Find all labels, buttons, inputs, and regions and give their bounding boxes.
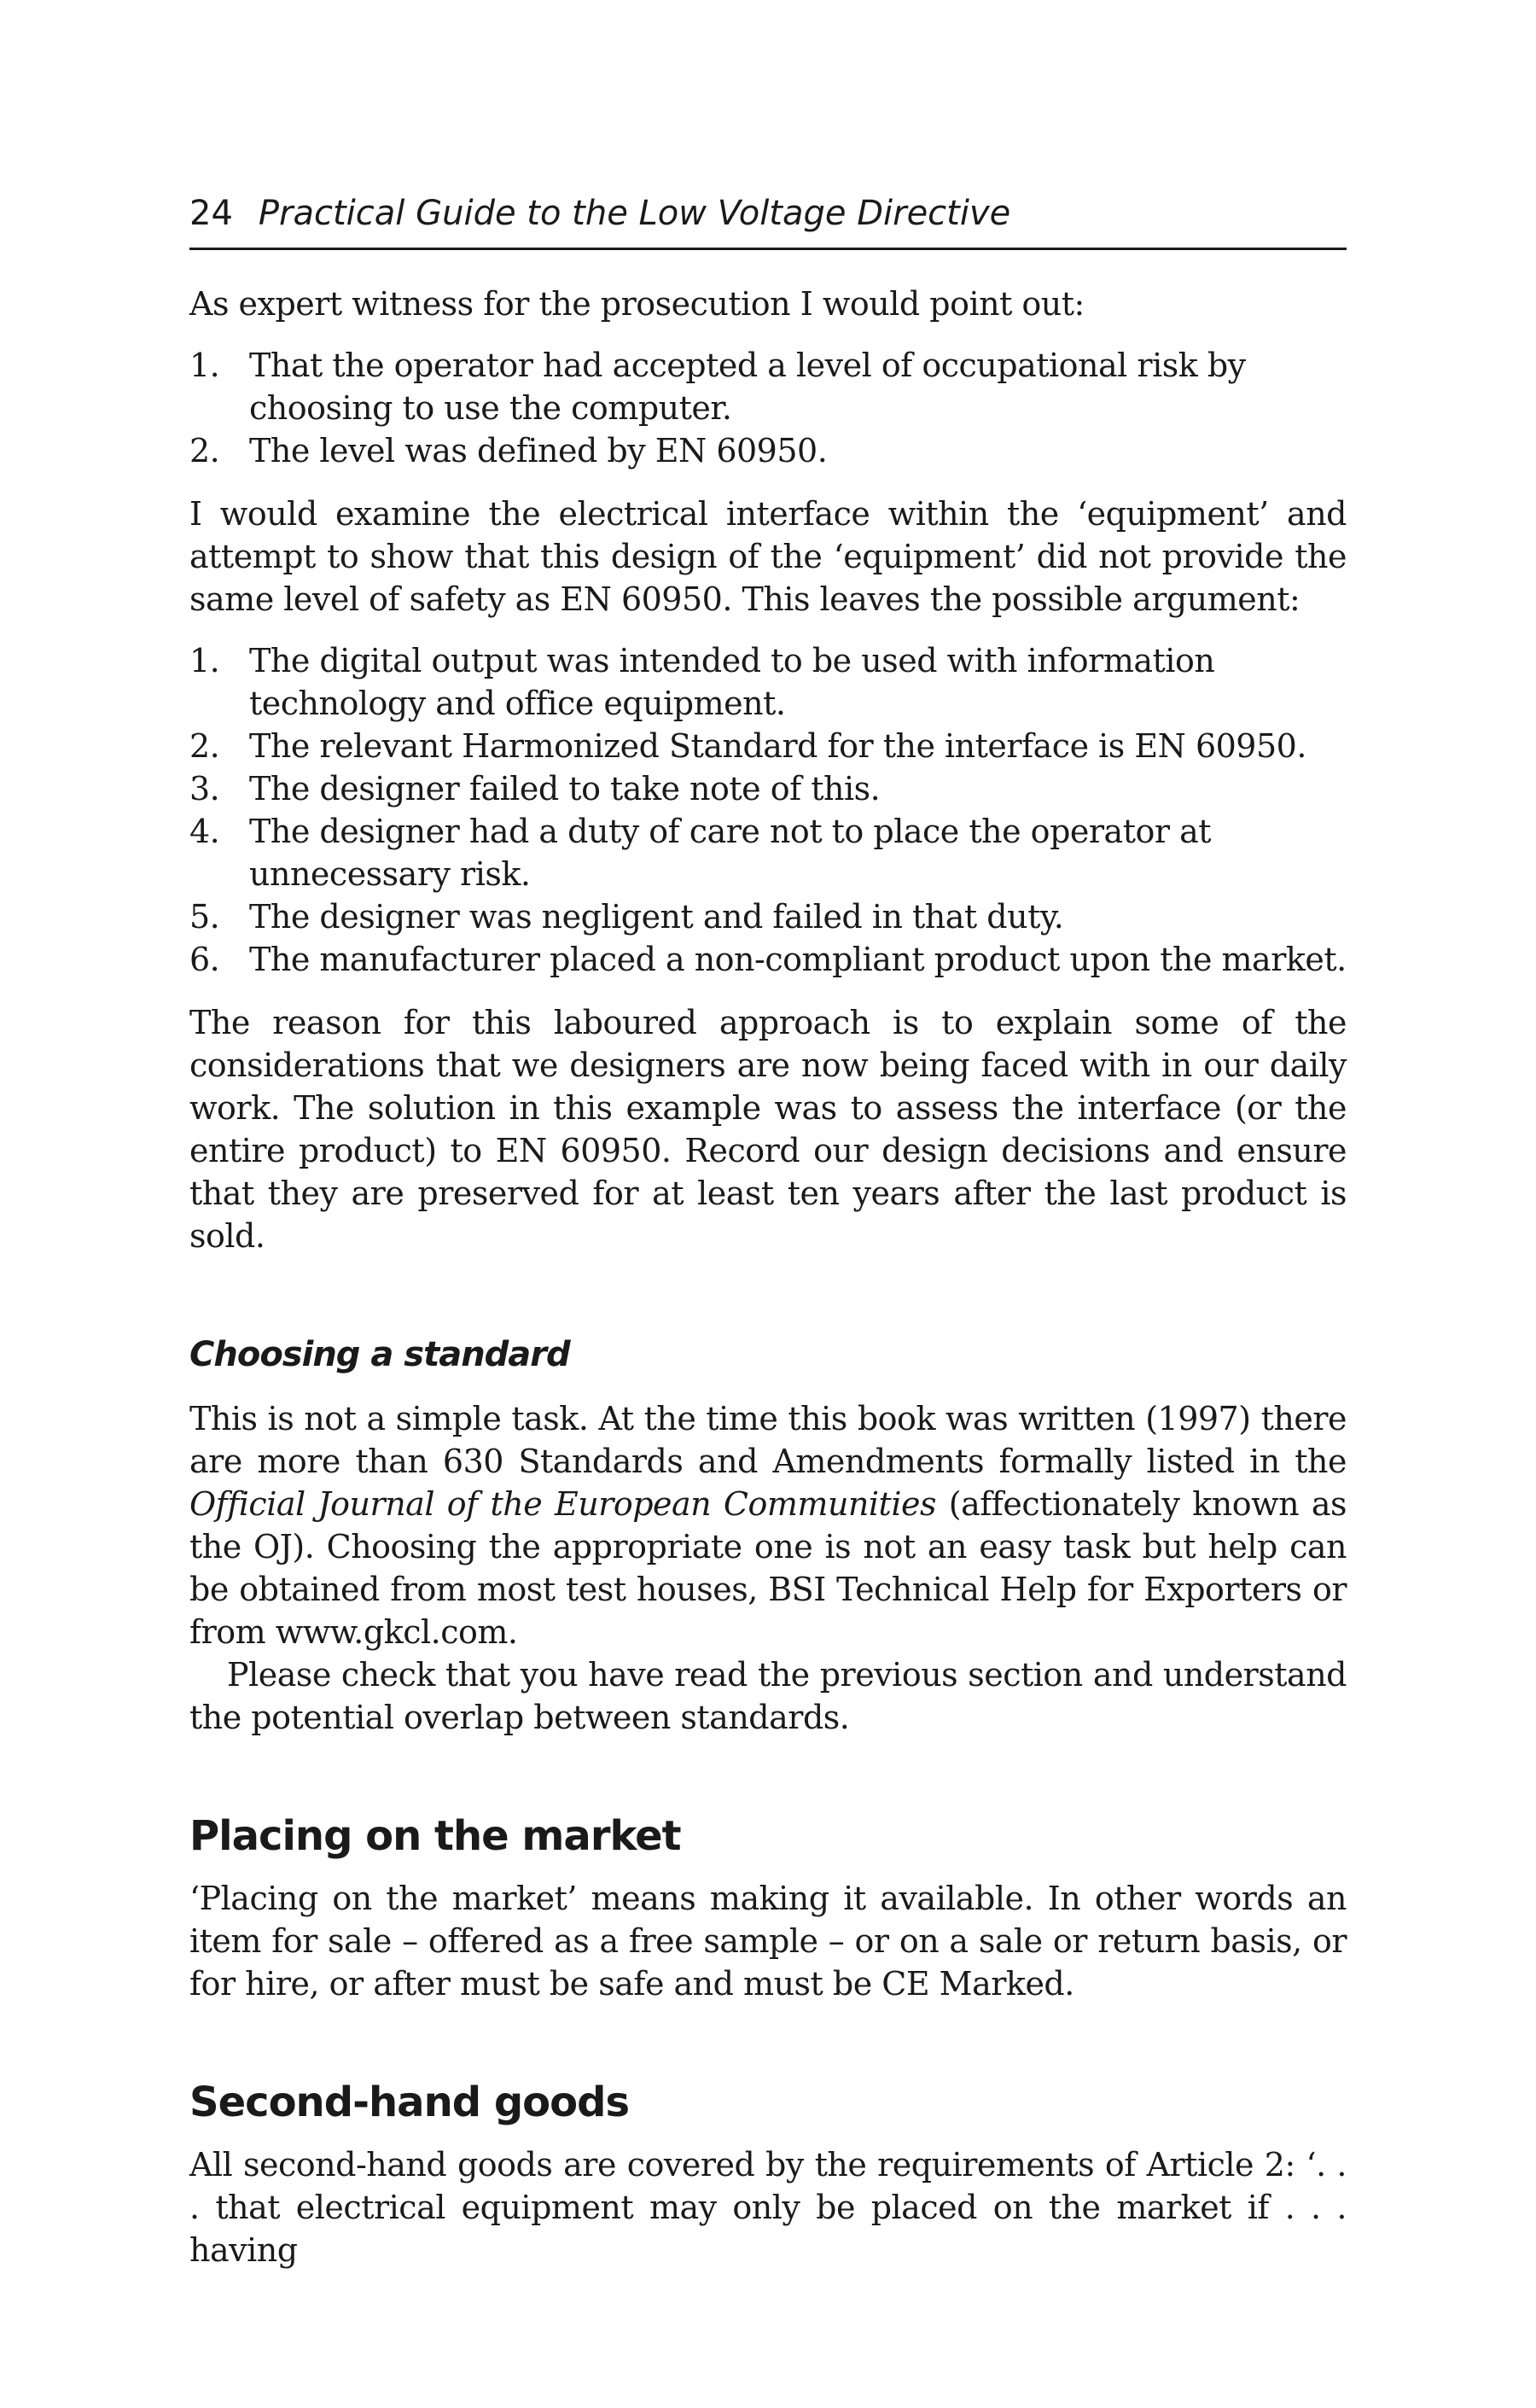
paragraph-expert-witness: As expert witness for the prosecution I would point out: bbox=[189, 285, 1085, 323]
list-number: 2. bbox=[189, 727, 220, 765]
paragraph-laboured-approach: The reason for this laboured approach is to explain some of the considerations that we designers are now being faced with in our daily work. The solution in this example was to assess the interface (or the entire product) to EN 60950. Record our design decisions and ensure that they are preserved for at least ten years after the last product is sold. bbox=[189, 1004, 1347, 1255]
heading-placing-on-the-market: Placing on the market bbox=[189, 1812, 681, 1860]
heading-choosing-a-standard: Choosing a standard bbox=[189, 1335, 570, 1374]
list-item bbox=[189, 429, 1347, 472]
list-text: The relevant Harmonized Standard for the interface is EN 60950. bbox=[249, 727, 1306, 765]
list-number: 3. bbox=[189, 770, 220, 808]
list-text: The level was defined by EN 60950. bbox=[249, 432, 828, 469]
list-number: 1. bbox=[189, 642, 220, 679]
paragraph-examine-interface: I would examine the electrical interface within the ‘equipment’ and attempt to show that this design of the ‘equipment’ did not provide the same level of safety as EN 60950. This leaves the possible argument: bbox=[189, 495, 1347, 618]
running-head bbox=[189, 189, 1347, 250]
journal-title: Official Journal of the European Communities bbox=[189, 1485, 936, 1523]
running-title: Practical Guide to the Low Voltage Directive bbox=[258, 194, 1011, 233]
body-text bbox=[189, 283, 1347, 2271]
book-page bbox=[189, 189, 1347, 2271]
list-item bbox=[189, 639, 1347, 725]
paragraph-placing-on-market: ‘Placing on the market’ means making it available. In other words an item for sale – offered as a free sample – or on a sale or return basis, or for hire, or after must be safe and must be CE Marked. bbox=[189, 1880, 1347, 2003]
list-item bbox=[189, 895, 1347, 938]
list-text: The designer had a duty of care not to place the operator at unnecessary risk. bbox=[249, 813, 1212, 893]
page-number: 24 bbox=[189, 194, 233, 233]
list-witness-points bbox=[189, 344, 1347, 472]
list-text: That the operator had accepted a level of occupational risk by choosing to use the computer. bbox=[249, 347, 1246, 427]
list-text: The digital output was intended to be used with information technology and office equipment. bbox=[249, 642, 1215, 722]
paragraph-second-hand-goods: All second-hand goods are covered by the requirements of Article 2: ‘. . . that electrical equipment may only be placed on the market if . . . having bbox=[189, 2146, 1347, 2269]
list-item bbox=[189, 938, 1347, 981]
list-item bbox=[189, 725, 1347, 767]
list-number: 5. bbox=[189, 898, 220, 936]
list-text: The designer was negligent and failed in that duty. bbox=[249, 898, 1064, 936]
list-item bbox=[189, 344, 1347, 429]
paragraph-choosing-standard bbox=[189, 1397, 1347, 1653]
text-segment: (affectionately known as the OJ). Choosing the appropriate one is not an easy task but help can be obtained from most test houses, BSI Technical Help for Exporters or from www.gkcl.com. bbox=[189, 1485, 1347, 1651]
list-text: The designer failed to take note of this. bbox=[249, 770, 881, 808]
paragraph-check-previous-section: Please check that you have read the previous section and understand the potential overlap between standards. bbox=[189, 1656, 1347, 1736]
heading-second-hand-goods: Second-hand goods bbox=[189, 2079, 630, 2126]
list-argument-points bbox=[189, 639, 1347, 981]
list-number: 2. bbox=[189, 432, 220, 469]
list-number: 6. bbox=[189, 941, 220, 978]
list-number: 4. bbox=[189, 813, 220, 850]
list-item bbox=[189, 810, 1347, 895]
list-text: The manufacturer placed a non-compliant product upon the market. bbox=[249, 941, 1347, 978]
list-item bbox=[189, 767, 1347, 810]
text-segment: This is not a simple task. At the time this book was written (1997) there are more than 630 Standards and Amendments formally listed in the bbox=[189, 1400, 1347, 1480]
list-number: 1. bbox=[189, 347, 220, 384]
